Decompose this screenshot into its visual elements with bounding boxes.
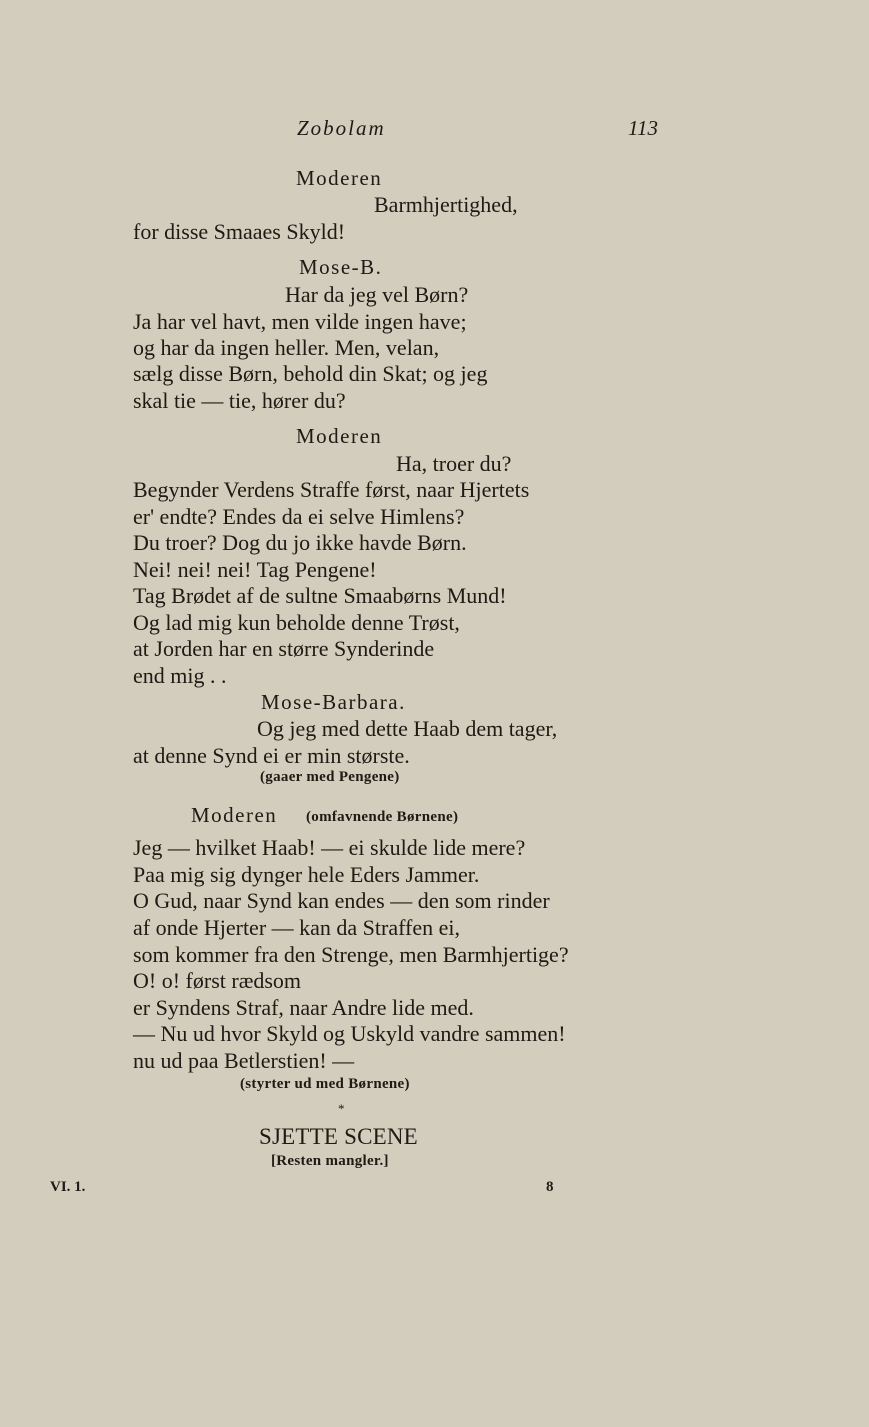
- verse-line: Barmhjertighed,: [374, 192, 518, 217]
- verse-line: at Jorden har en større Synderinde: [133, 636, 435, 661]
- verse-line: skal tie — tie, hører du?: [133, 388, 346, 413]
- stage-direction: (omfavnende Børnene): [306, 809, 459, 825]
- verse-line: er Syndens Straf, naar Andre lide med.: [133, 995, 474, 1020]
- verse-line: O Gud, naar Synd kan endes — den som rinder: [133, 888, 550, 913]
- scene-heading: SJETTE SCENE: [259, 1124, 418, 1149]
- stage-direction: (styrter ud med Børnene): [240, 1076, 410, 1092]
- verse-line: for disse Smaaes Skyld!: [133, 219, 346, 244]
- missing-text-note: [Resten mangler.]: [271, 1153, 389, 1169]
- verse-line: — Nu ud hvor Skyld og Uskyld vandre sammen!: [133, 1021, 566, 1046]
- verse-line: O! o! først rædsom: [133, 968, 302, 993]
- verse-line: end mig . .: [133, 663, 227, 688]
- verse-line: Du troer? Dog du jo ikke havde Børn.: [133, 530, 467, 555]
- verse-line: Jeg — hvilket Haab! — ei skulde lide mere?: [133, 835, 526, 860]
- speaker-label: Moderen: [296, 166, 383, 190]
- verse-line: Og lad mig kun beholde denne Trøst,: [133, 610, 460, 635]
- verse-line: Begynder Verdens Straffe først, naar Hjertets: [133, 477, 530, 502]
- speaker-label: Mose-B.: [299, 255, 383, 279]
- speaker-label: Moderen: [191, 803, 278, 827]
- verse-line: Ja har vel havt, men vilde ingen have;: [133, 309, 467, 334]
- verse-line: og har da ingen heller. Men, velan,: [133, 335, 440, 360]
- stage-direction: (gaaer med Pengene): [260, 769, 400, 785]
- speaker-label: Moderen: [296, 424, 383, 448]
- sheet-number: 8: [546, 1179, 554, 1195]
- signature-mark: VI. 1.: [50, 1179, 86, 1195]
- verse-line: Og jeg med dette Haab dem tager,: [257, 716, 558, 741]
- verse-line: at denne Synd ei er min største.: [133, 743, 410, 768]
- scene-divider-ornament: *: [338, 1101, 345, 1116]
- verse-line: nu ud paa Betlerstien! —: [133, 1048, 355, 1073]
- page-number: 113: [628, 116, 658, 140]
- running-head-title: Zobolam: [297, 116, 386, 140]
- verse-line: sælg disse Børn, behold din Skat; og jeg: [133, 361, 488, 386]
- verse-line: Ha, troer du?: [396, 451, 512, 476]
- verse-line: Tag Brødet af de sultne Smaabørns Mund!: [133, 583, 507, 608]
- verse-line: Har da jeg vel Børn?: [285, 282, 469, 307]
- verse-line: som kommer fra den Strenge, men Barmhjertige?: [133, 942, 569, 967]
- verse-line: Paa mig sig dynger hele Eders Jammer.: [133, 862, 480, 887]
- verse-line: Nei! nei! nei! Tag Pengene!: [133, 557, 377, 582]
- speaker-label: Mose-Barbara.: [261, 690, 406, 714]
- verse-line: er' endte? Endes da ei selve Himlens?: [133, 504, 465, 529]
- verse-line: af onde Hjerter — kan da Straffen ei,: [133, 915, 461, 940]
